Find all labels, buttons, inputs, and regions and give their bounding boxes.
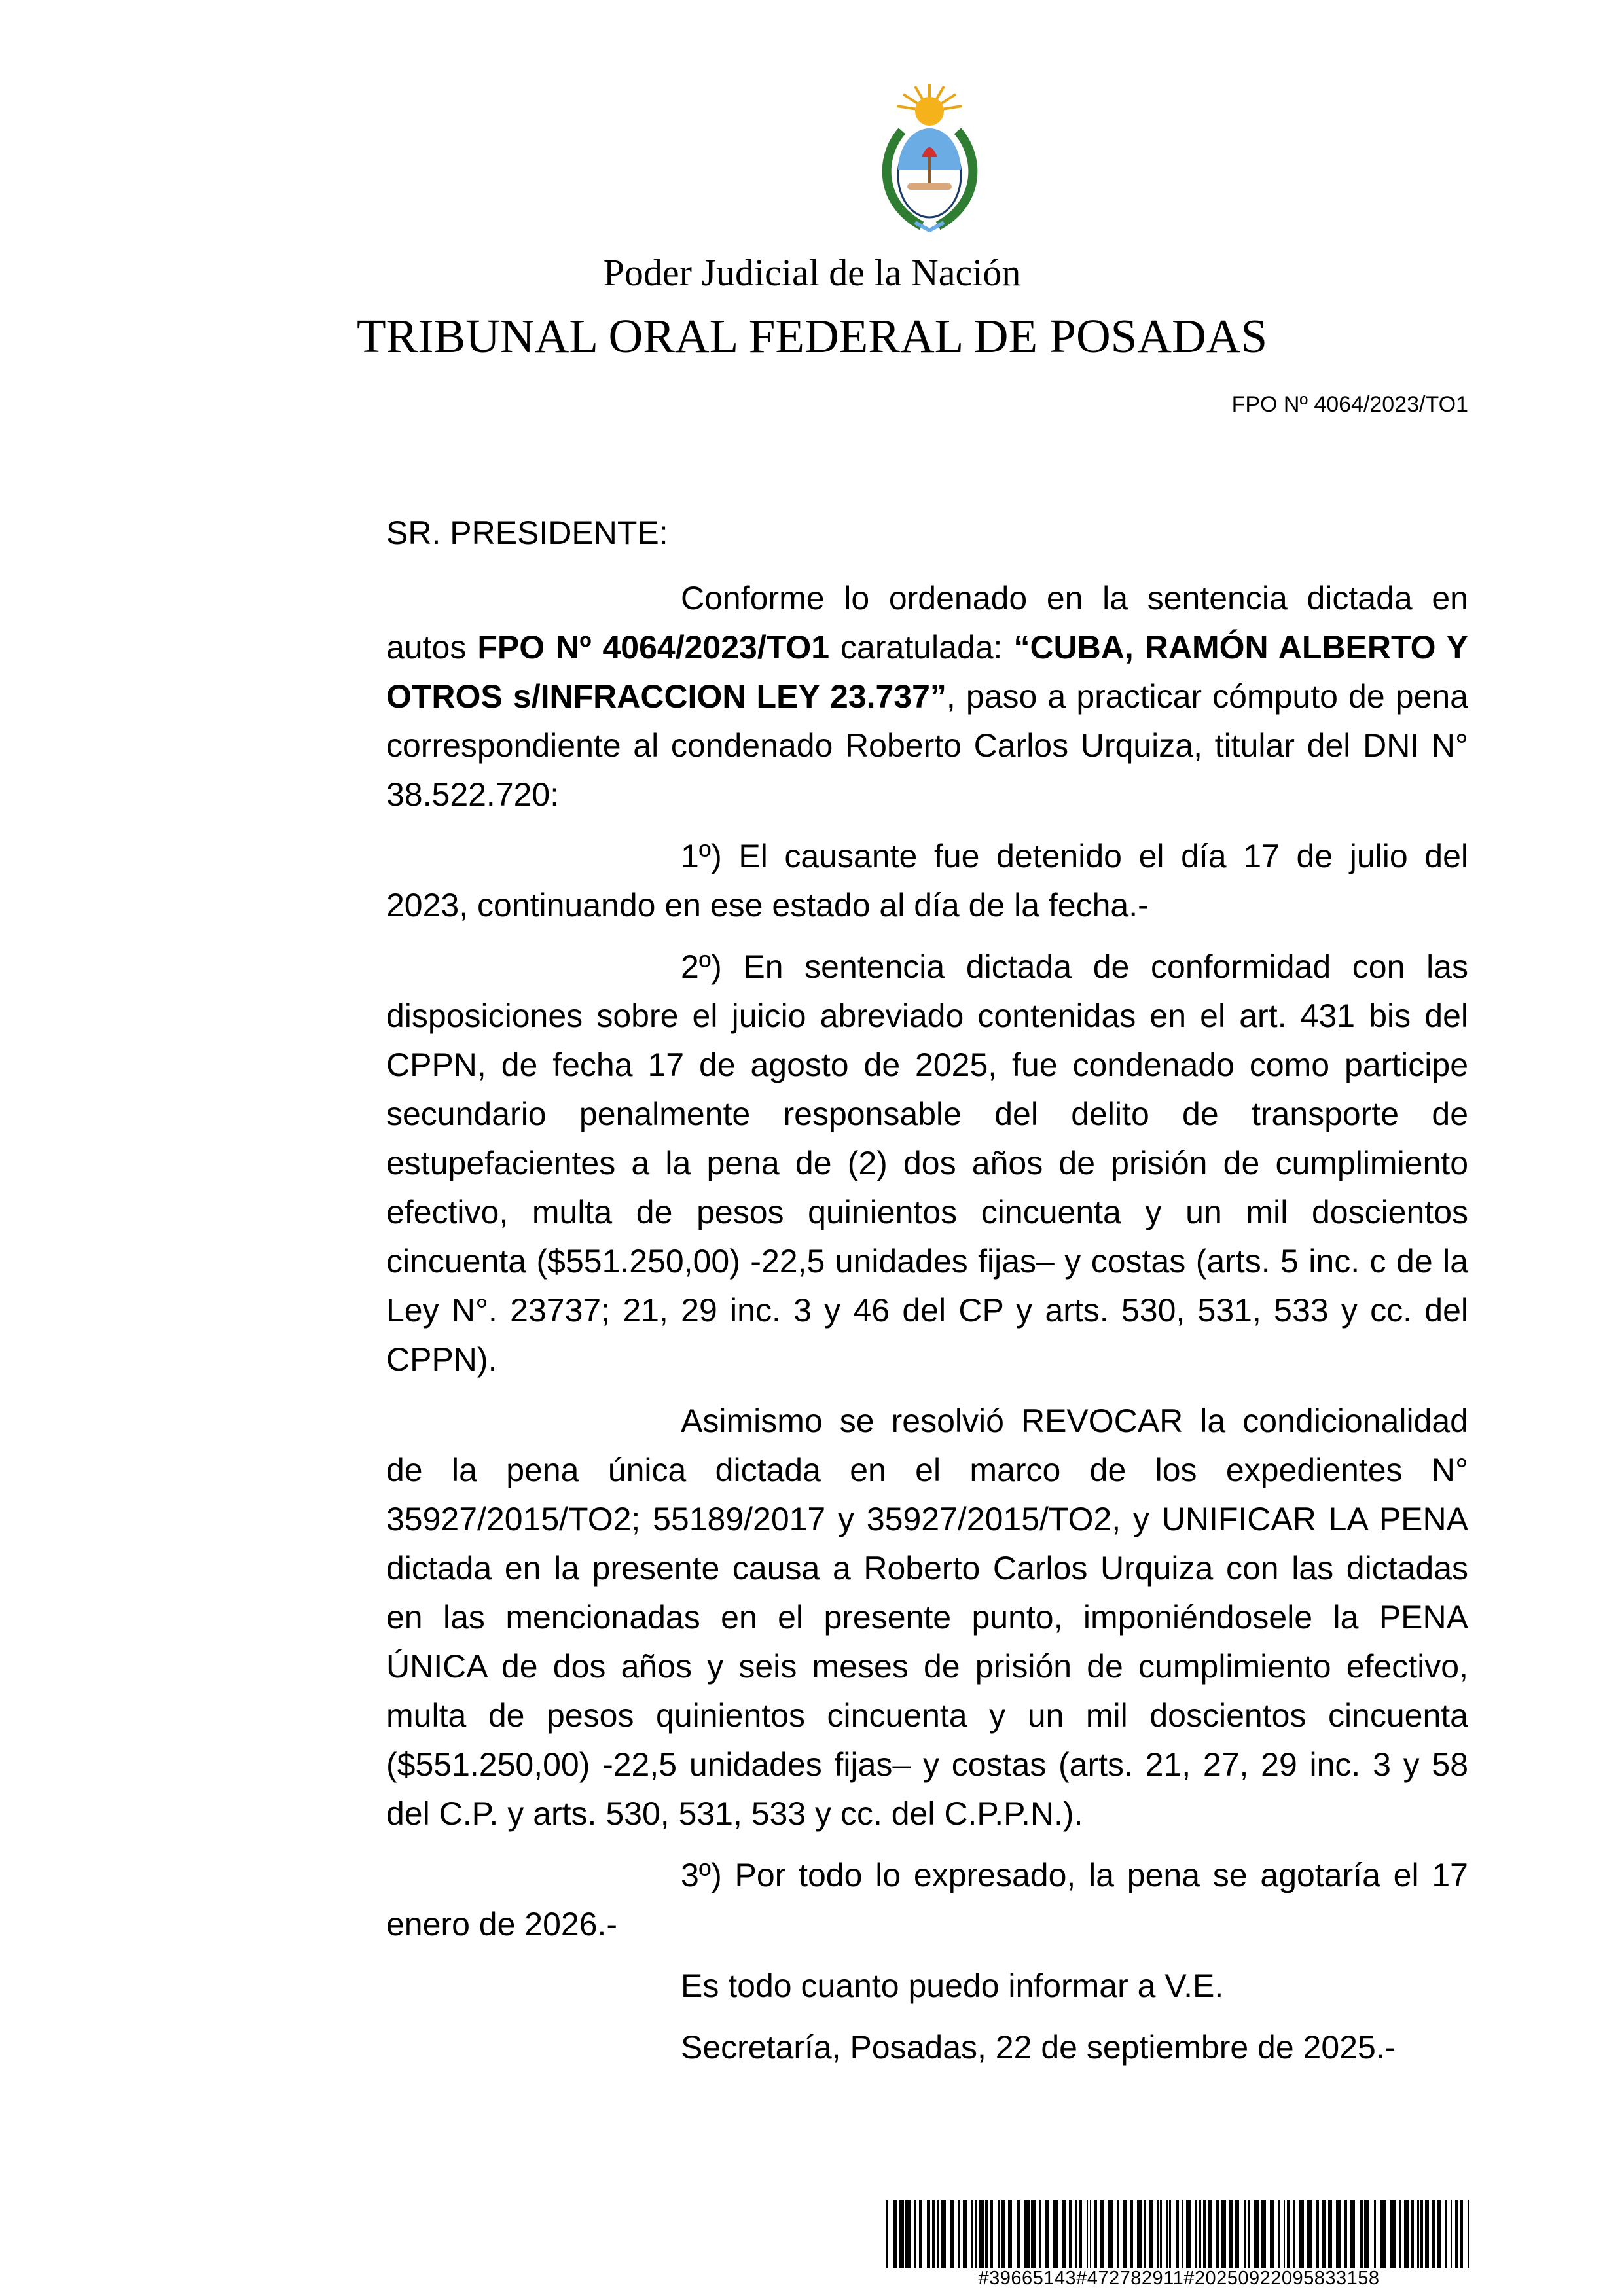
barcode-bar: [1090, 2200, 1091, 2268]
barcode-bar: [1244, 2200, 1246, 2268]
barcode-bar: [1199, 2200, 1201, 2268]
barcode-bar: [1221, 2200, 1226, 2268]
barcode-bar: [1350, 2200, 1355, 2268]
barcode-bar: [905, 2200, 911, 2268]
barcode-bar: [1411, 2200, 1414, 2268]
barcode-bar: [1254, 2200, 1259, 2268]
barcode-bar: [1062, 2200, 1066, 2268]
barcode-bar: [1380, 2200, 1386, 2268]
barcode-bar: [1176, 2200, 1179, 2268]
paragraph-2: 2º) En sentencia dictada de conformidad con las disposiciones sobre el juicio abreviado contenidas en el art. 431 bis del CPPN, de fecha 17 de agosto de 2025, fue condenado como participe secundario penalmente responsable del delito de transporte de estupefacientes a la pena de (2) dos años de prisión de cumplimiento efectivo, multa de pesos quinientos cincuenta y un mil doscientos cincuenta ($551.250,00) -22,5 unidades fijas– y costas (arts. 5 inc. c de la Ley N°. 23737; 21, 29 inc. 3 y 46 del CP y arts. 530, 531, 533 y cc. del CPPN).: [386, 948, 1468, 1378]
barcode-bar: [1203, 2200, 1206, 2268]
court-name: TRIBUNAL ORAL FEDERAL DE POSADAS: [356, 310, 1268, 363]
date-line: Secretaría, Posadas, 22 de septiembre de 2025.-: [681, 2029, 1396, 2066]
paragraph-4: 3º) Por todo lo expresado, la pena se agotaría el 17 enero de 2026.-: [386, 1857, 1468, 1943]
barcode-bar: [1364, 2200, 1369, 2268]
intro-paragraph: [386, 574, 1468, 819]
barcode-bar: [1374, 2200, 1376, 2268]
barcode-bar: [893, 2200, 897, 2268]
barcode-bar: [1404, 2200, 1409, 2268]
barcode-bar: [1186, 2200, 1191, 2268]
case-title: “CUBA, RAMÓN ALBERTO Y OTROS s/INFRACCION LEY 23.737”: [386, 629, 1468, 715]
barcode-bar: [1287, 2200, 1290, 2268]
institution-name: Poder Judicial de la Nación: [603, 251, 1021, 294]
case-number: FPO Nº 4064/2023/TO1: [477, 629, 830, 666]
barcode-bar: [1437, 2200, 1441, 2268]
barcode-bar: [941, 2200, 946, 2268]
barcode-bar: [1307, 2200, 1312, 2268]
barcode-bar: [1182, 2200, 1183, 2268]
barcode-text: #39665143#472782911#20250922095833158: [978, 2268, 1380, 2289]
barcode-bar: [1169, 2200, 1171, 2268]
barcode-bar: [927, 2200, 930, 2268]
salutation: SR. PRESIDENTE:: [386, 514, 668, 551]
barcode-bar: [1270, 2200, 1274, 2268]
barcode-bar: [1075, 2200, 1077, 2268]
barcode-bar: [1031, 2200, 1036, 2268]
barcode-bar: [1053, 2200, 1058, 2268]
barcode-bar: [1336, 2200, 1341, 2268]
barcode-bar: [1420, 2200, 1423, 2268]
barcode-bar: [1316, 2200, 1319, 2268]
barcode-bar: [1001, 2200, 1005, 2268]
barcode-bar: [886, 2200, 888, 2268]
barcode-bar: [1123, 2200, 1127, 2268]
document-body: [386, 574, 1468, 2085]
barcode-bar: [899, 2200, 904, 2268]
barcode-bar: [1261, 2200, 1266, 2268]
barcode-bar: [1425, 2200, 1429, 2268]
barcode-bar: [1039, 2200, 1041, 2268]
barcode-bar: [1195, 2200, 1197, 2268]
paragraph-3: Asimismo se resolvió REVOCAR la condicionalidad de la pena única dictada en el marco de los expedientes N° 35927/2015/TO2; 55189/2017 y 35927/2015/TO2, y UNIFICAR LA PENA dictada en la presente causa a Roberto Carlos Urquiza con las dictadas en las mencionadas en el presente punto, imponiéndosele la PENA ÚNICA de dos años y seis meses de prisión de cumplimiento efectivo, multa de pesos quinientos cincuenta y un mil doscientos cincuenta ($551.250,00) -22,5 unidades fijas– y costas (arts. 21, 27, 29 inc. 3 y 58 del C.P. y arts. 530, 531, 533 y cc. del C.P.P.N.).: [386, 1403, 1468, 1832]
barcode-bar: [1157, 2200, 1159, 2268]
barcode-bar: [1045, 2200, 1049, 2268]
barcode-bar: [950, 2200, 954, 2268]
barcode-bar: [1208, 2200, 1212, 2268]
barcode-bar: [1166, 2200, 1168, 2268]
barcode-bar: [1344, 2200, 1347, 2268]
barcode-bar: [1130, 2200, 1133, 2268]
barcode-bar: [1360, 2200, 1363, 2268]
barcode-bar: [1017, 2200, 1020, 2268]
barcode-bar: [1235, 2200, 1239, 2268]
barcode-bar: [932, 2200, 935, 2268]
barcode-bar: [1299, 2200, 1304, 2268]
barcode-bar: [1117, 2200, 1119, 2268]
barcode-bar: [1008, 2200, 1012, 2268]
intro-text: caratulada:: [829, 629, 1014, 666]
barcode-bar: [1468, 2200, 1469, 2268]
barcode-bar: [1284, 2200, 1285, 2268]
barcode-bar: [1079, 2200, 1082, 2268]
barcode-bar: [979, 2200, 984, 2268]
barcode-bar: [1229, 2200, 1233, 2268]
barcode-bar: [1100, 2200, 1104, 2268]
barcode-bar: [1293, 2200, 1295, 2268]
barcode-bar: [1399, 2200, 1401, 2268]
barcode-bar: [1024, 2200, 1030, 2268]
barcode-bar: [1460, 2200, 1463, 2268]
barcode-bar: [1278, 2200, 1280, 2268]
barcode-bar: [958, 2200, 960, 2268]
barcode-bar: [975, 2200, 977, 2268]
barcode-bar: [914, 2200, 916, 2268]
barcode-bar: [1455, 2200, 1458, 2268]
intro-text: Conforme lo ordenado en la sentencia dictada en autos: [386, 580, 1468, 666]
barcode-bar: [1094, 2200, 1097, 2268]
barcode-bar: [1087, 2200, 1088, 2268]
barcode-bar: [1216, 2200, 1219, 2268]
barcode-bar: [1432, 2200, 1435, 2268]
barcode-bar: [1069, 2200, 1072, 2268]
barcode-bar: [1451, 2200, 1452, 2268]
barcode-bar: [963, 2200, 967, 2268]
barcode-bar: [971, 2200, 973, 2268]
barcode-bar: [1328, 2200, 1332, 2268]
barcode-image: [886, 2200, 1471, 2268]
file-reference: FPO Nº 4064/2023/TO1: [1231, 392, 1468, 417]
barcode-bar: [1445, 2200, 1447, 2268]
paragraph-1: 1º) El causante fue detenido el día 17 de julio del 2023, continuando en ese estado al día de la fecha.-: [386, 838, 1468, 924]
barcode-bar: [937, 2200, 939, 2268]
barcode-bar: [1149, 2200, 1153, 2268]
barcode-bar: [990, 2200, 993, 2268]
intro-text: , paso a practicar cómputo de pena correspondiente al condenado Roberto Carlos Urquiza, titular del DNI N° 38.522.720:: [386, 678, 1468, 813]
barcode-bar: [1160, 2200, 1162, 2268]
barcode-bar: [1390, 2200, 1396, 2268]
barcode-bar: [1417, 2200, 1419, 2268]
barcode-bar: [1144, 2200, 1146, 2268]
closing-line: Es todo cuanto puedo informar a V.E.: [681, 1967, 1224, 2004]
barcode-bar: [1137, 2200, 1142, 2268]
barcode-bar: [1248, 2200, 1250, 2268]
coat-of-arms-icon: [876, 79, 984, 236]
barcode-bar: [919, 2200, 922, 2268]
barcode-bar: [985, 2200, 988, 2268]
barcode-bar: [1322, 2200, 1326, 2268]
barcode-bar: [998, 2200, 1000, 2268]
barcode-bar: [1108, 2200, 1113, 2268]
